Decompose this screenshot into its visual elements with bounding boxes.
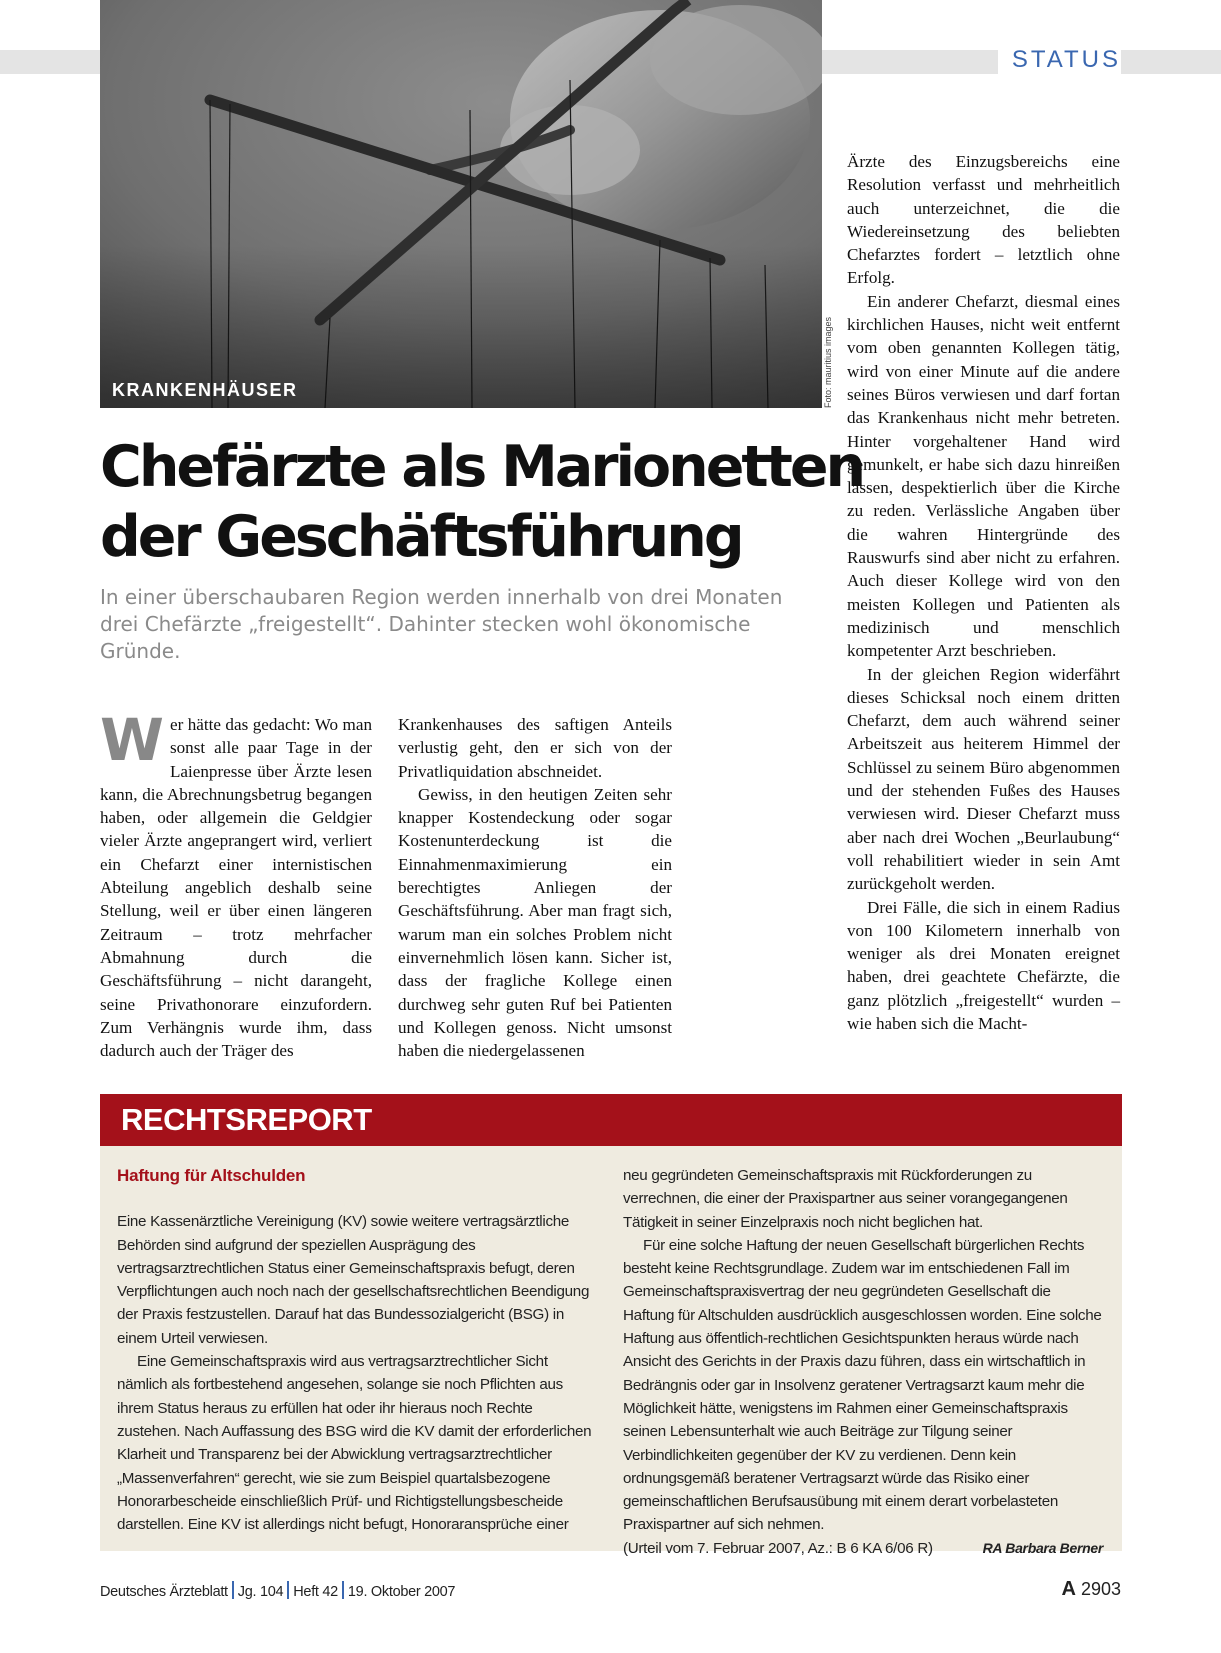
article-lead: In einer überschaubaren Region werden innerhalb von drei Monaten drei Chefärzte „freigestellt“. Dahinter stecken wohl ökonomische Gründe.: [100, 585, 783, 663]
article-column-1: [100, 706, 372, 1062]
page-footer: [100, 1581, 455, 1600]
paragraph: [100, 706, 372, 1062]
marionette-photo: [100, 0, 822, 408]
paragraph: In der gleichen Region widerfährt dieses Schicksal noch einem dritten Chefarzt, dem auch während seiner Arbeitszeit aus heiterem Himmel der Schlüssel zu seinem Büro abgenommen und der stehenden Fußes des Hauses verwiesen wird. Dieser Chefarzt muss aber nach drei Wochen „Beurlaubung“ voll rehabilitiert wieder in sein Amt zurückgeholt werden.: [847, 664, 1120, 894]
article-headline: [100, 432, 864, 572]
paragraph: neu gegründeten Gemeinschaftspraxis mit Rückforderungen zu verrechnen, die einer der Praxispartner aus seiner vorangegangenen Tätigkeit in seiner Einzelpraxis noch nicht beglichen hat.: [623, 1167, 1068, 1231]
page-number-value: 2903: [1080, 1579, 1121, 1599]
headline-line-2: der Geschäftsführung: [100, 504, 742, 570]
divider: [232, 1581, 234, 1599]
issue-date: 19. Oktober 2007: [347, 1584, 456, 1600]
paragraph: Ein anderer Chefarzt, diesmal eines kirchlichen Hauses, nicht weit entfernt vom oben genannten Kollegen tätig, wird von einer Minute auf die andere seines Büros verwiesen und darf fortan das Krankenhaus nicht mehr betreten. Hinter vorgehaltener Hand wird gemunkelt, er habe sich dazu hinreißen lassen, despektierlich über die Kirche zu reden. Verlässliche Angaben über die wahren Hintergründe des Rauswurfs sind aber nicht zu erfahren. Auch dieser Kollege wird von den meisten Kollegen und Patienten als medizinisch und menschlich kompetenter Arzt beschrieben.: [847, 291, 1120, 661]
paragraph-text: er hätte das gedacht: Wo man sonst alle paar Tage in der Laienpresse über Ärzte lesen kann, die Abrechnungsbetrug begangen haben, oder allgemein die Geldgier vieler Ärzte angeprangert wird, verliert ein Chefarzt einer internistischen Abteilung angeblich deshalb seine Stellung, weil er über einen längeren Zeitraum – trotz mehrfacher Abmahnung durch die Geschäftsführung – nicht darangeht, seine Privathonorare einzufordern. Zum Verhängnis wurde ihm, dass dadurch auch der Träger des: [100, 715, 372, 1061]
page-prefix: A: [1061, 1578, 1076, 1600]
issue: Heft 42: [293, 1584, 338, 1600]
paragraph: Für eine solche Haftung der neuen Gesellschaft bürgerlichen Rechts besteht keine Rechtsgrundlage. Zudem war im entschiedenen Fall im Gemeinschaftspraxisvertrag der neu gegründeten Gesellschaft die Haftung für Altschulden ausdrücklich ausgeschlossen worden. Eine solche Haftung aus öffentlich-rechtlichen Gesichtspunkten heraus würde nach Ansicht des Gerichts in der Praxis dazu führen, dass ein wirtschaftlich in Bedrängnis oder gar in Insolvenz geratener Vertragsarzt kaum mehr die Möglichkeit hätte, wenigstens im Rahmen einer Gemeinschaftspraxis seinen Lebensunterhalt wie auch Beiträge zur Tilgung seiner Verbindlichkeiten gegenüber der KV zu verdienen. Denn kein ordnungsgemäß beratener Vertragsarzt würde das Risiko einer gemeinschaftlichen Berufsausübung mit einem derart vorbelasteten Praxispartner auf sich nehmen.: [623, 1236, 1102, 1534]
rechtsreport-column-1: [117, 1164, 595, 1536]
divider: [287, 1581, 289, 1599]
photo-credit: Foto: mauritius images: [823, 316, 833, 408]
section-kicker: KRANKENHÄUSER: [112, 380, 298, 400]
paragraph: Gewiss, in den heutigen Zeiten sehr knapper Kostendeckung oder sogar Kostenunterdeckung ist die Einnahmenmaximierung ein berechtigtes Anliegen der Geschäftsführung. Aber man fragt sich, warum man ein solches Problem nicht einvernehmlich lösen kann. Sicher ist, dass der fragliche Kollege einen durchweg sehr guten Ruf bei Patienten und Kollegen genoss. Nicht umsonst haben die niedergelassenen: [398, 784, 672, 1061]
volume: Jg. 104: [237, 1584, 284, 1600]
rechtsreport-subhead: Haftung für Altschulden: [117, 1166, 306, 1185]
citation-line: [623, 1537, 1103, 1560]
article-column-3: [847, 150, 1120, 1035]
rechtsreport-header: [100, 1094, 1122, 1146]
marionette-illustration: [100, 0, 822, 408]
author-name: RA Barbara Berner: [982, 1539, 1103, 1556]
paragraph: Eine Kassenärztliche Vereinigung (KV) sowie weitere vertragsärztliche Behörden sind aufgrund der speziellen Ausprägung des vertragsarztrechtlichen Status einer Gemeinschaftspraxis befugt, deren Verpflichtungen auch noch nach der gesellschaftsrechtlichen Beendigung der Praxis festzustellen. Darauf hat das Bundessozialgericht (BSG) in einem Urteil verwiesen.: [117, 1213, 590, 1347]
journal-name: Deutsches Ärzteblatt: [100, 1584, 228, 1600]
citation: (Urteil vom 7. Februar 2007, Az.: B 6 KA 6/06 R): [623, 1539, 933, 1557]
headline-line-1: Chefärzte als Marionetten: [100, 434, 864, 500]
paragraph: Ärzte des Einzugsbereichs eine Resolution verfasst und mehrheitlich auch unterzeichnet, die die Wiedereinsetzung des beliebten Chefarztes fordert – letztlich ohne Erfolg.: [847, 152, 1120, 288]
paragraph: Drei Fälle, die sich in einem Radius von 100 Kilometern innerhalb von weniger als drei Monaten ereignet haben, drei geachtete Chefärzte, die ganz plötzlich „freigestellt“ wurden – wie haben sich die Macht-: [847, 897, 1120, 1033]
section-label: STATUS: [998, 46, 1121, 74]
paragraph: Eine Gemeinschaftspraxis wird aus vertragsarztrechtlicher Sicht nämlich als fortbestehend angesehen, solange sie noch Pflichten aus ihrem Status heraus zu erfüllen hat oder ihr hieraus noch Rechte zustehen. Nach Auffassung des BSG wird die KV damit der erforderlichen Klarheit und Transparenz bei der Abwicklung vertragsarztrechtlicher „Massenverfahren“ gerecht, wie sie zum Beispiel quartalsbezogene Honorarbescheide einschließlich Prüf- und Richtigstellungsbescheide darstellen. Eine KV ist allerdings nicht befugt, Honoraransprüche einer: [117, 1353, 592, 1534]
paragraph: Krankenhauses des saftigen Anteils verlustig geht, den er sich von der Privatliquidation abschneidet.: [398, 715, 672, 781]
rechtsreport-box: [100, 1094, 1122, 1557]
drop-cap: W: [100, 706, 164, 774]
divider: [342, 1581, 344, 1599]
rechtsreport-title: RECHTSREPORT: [121, 1102, 372, 1137]
article-column-2: [398, 713, 672, 1062]
rechtsreport-column-2: [623, 1164, 1103, 1560]
page-number: [1061, 1578, 1121, 1601]
